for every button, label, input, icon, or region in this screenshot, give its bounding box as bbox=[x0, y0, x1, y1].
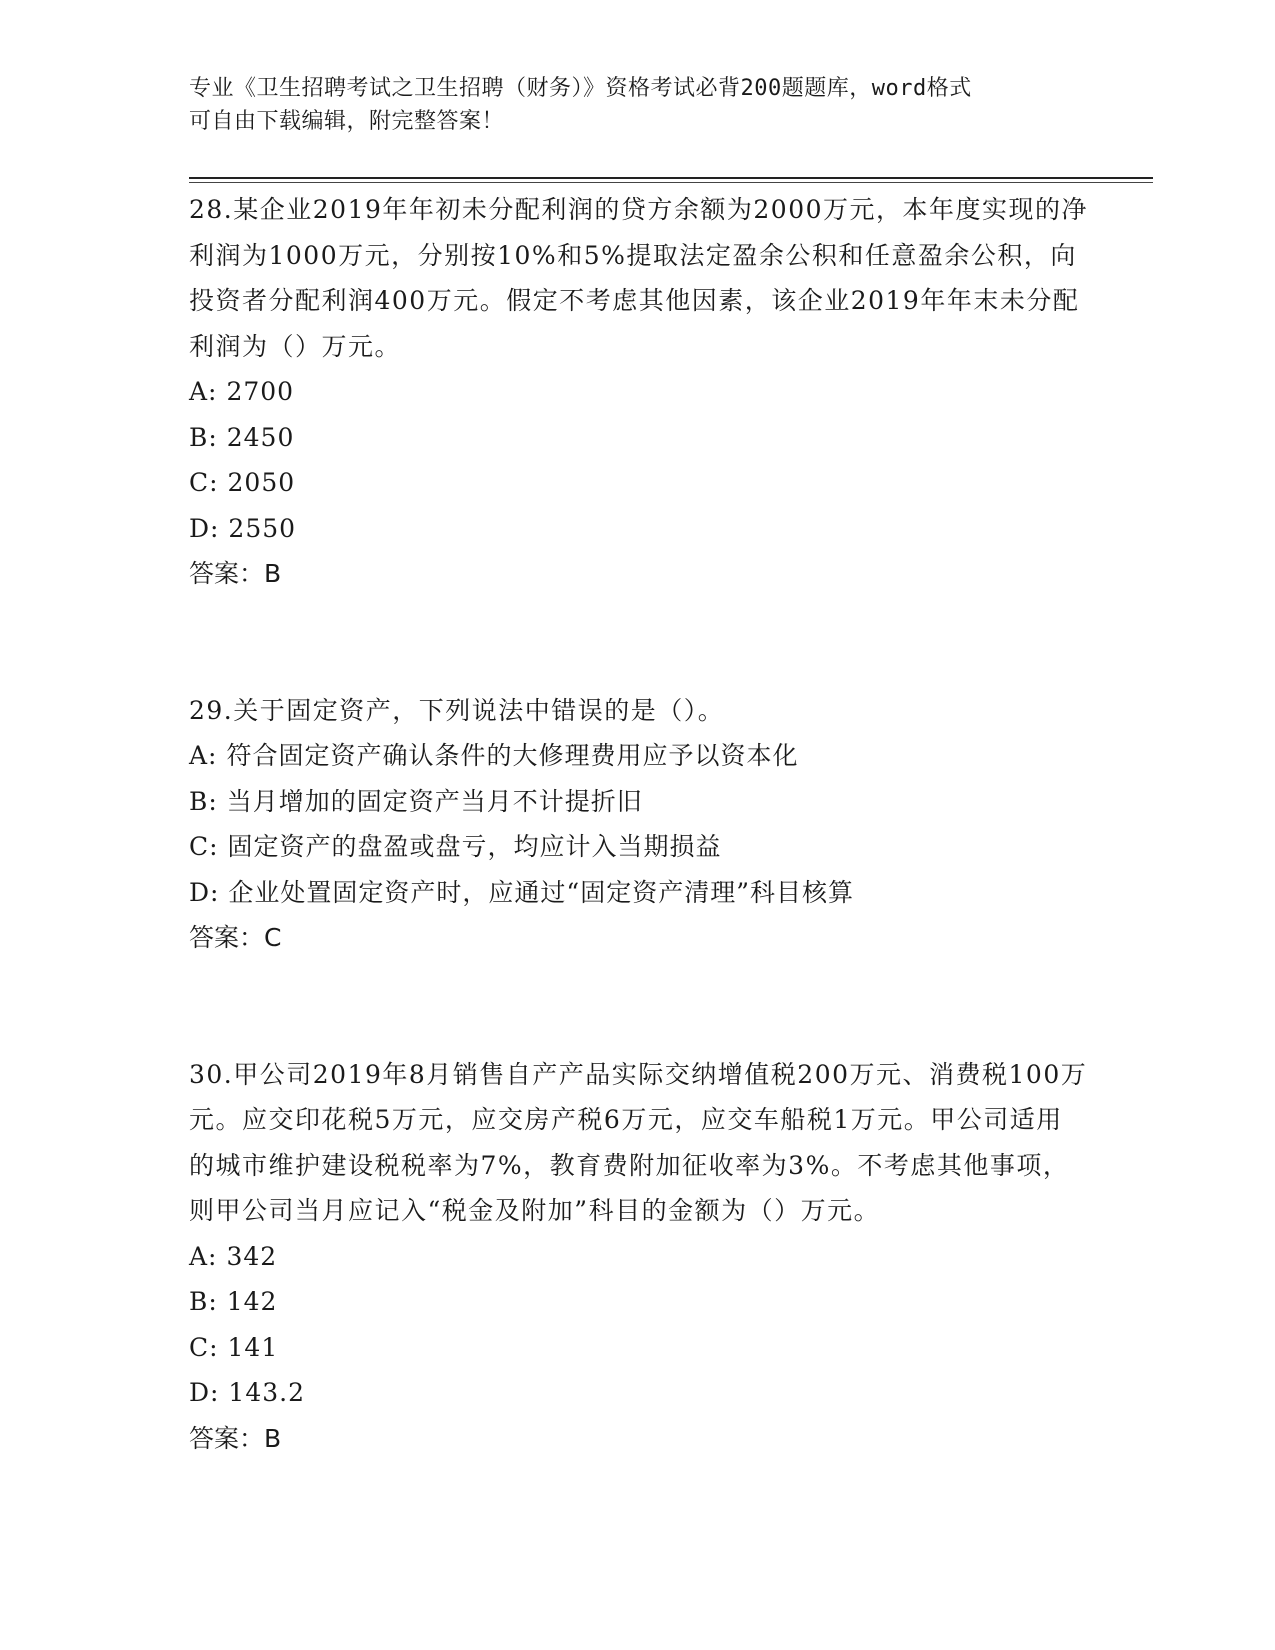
option-text: 2050 bbox=[227, 468, 296, 497]
question-text: 29.关于固定资产，下列说法中错误的是（）。 bbox=[189, 695, 725, 725]
question-text: 30.甲公司2019年8月销售自产产品实际交纳增值税200万元、消费税100万元。应交印花税5万元，应交房产税6万元，应交车船税1万元。甲公司适用的城市维护建设税税率为7%，教育费附加征收率为3%。不考虑其他事项，则甲公司当月应记入“税金及附加”科目的金额为（）万元。 bbox=[189, 1059, 1088, 1225]
option-text: 当月增加的固定资产当月不计提折旧 bbox=[226, 786, 643, 816]
document-header bbox=[189, 72, 1089, 138]
header-divider-thin bbox=[189, 182, 1153, 183]
option-text: 固定资产的盘盈或盘亏，均应计入当期损益 bbox=[227, 832, 722, 861]
answer-label: 答案：C bbox=[189, 923, 282, 952]
answer-label: 答案：B bbox=[189, 559, 282, 588]
option-text: 141 bbox=[227, 1332, 279, 1362]
question-spacer bbox=[189, 597, 1089, 688]
question-28 bbox=[189, 187, 1089, 597]
option-b bbox=[189, 779, 1089, 825]
option-c bbox=[189, 1325, 1089, 1371]
option-c bbox=[189, 824, 1089, 870]
option-key: B: bbox=[189, 786, 218, 816]
option-key: A: bbox=[189, 741, 218, 770]
option-text: 2700 bbox=[226, 377, 295, 406]
option-a bbox=[189, 733, 1089, 779]
option-key: D: bbox=[189, 877, 220, 907]
option-d bbox=[189, 1370, 1089, 1416]
option-a bbox=[189, 369, 1089, 415]
option-text: 2550 bbox=[228, 513, 297, 543]
question-29 bbox=[189, 688, 1089, 961]
option-key: B: bbox=[189, 422, 218, 452]
question-list bbox=[189, 187, 1089, 1461]
option-text: 企业处置固定资产时，应通过“固定资产清理”科目核算 bbox=[228, 877, 854, 907]
option-text: 符合固定资产确认条件的大修理费用应予以资本化 bbox=[226, 741, 799, 770]
option-key: C: bbox=[189, 468, 219, 497]
option-key: C: bbox=[189, 832, 219, 861]
option-b bbox=[189, 415, 1089, 461]
option-text: 142 bbox=[226, 1287, 278, 1316]
option-d bbox=[189, 506, 1089, 552]
question-spacer bbox=[189, 961, 1089, 1052]
option-key: C: bbox=[189, 1332, 219, 1362]
header-line-2: 可自由下载编辑，附完整答案！ bbox=[189, 109, 505, 134]
option-text: 143.2 bbox=[228, 1378, 305, 1407]
question-text: 28.某企业2019年年初未分配利润的贷方余额为2000万元，本年度实现的净利润为1000万元，分别按10%和5%提取法定盈余公积和任意盈余公积，向投资者分配利润400万元。假定不考虑其他因素，该企业2019年年末未分配利润为（）万元。 bbox=[189, 195, 1089, 361]
option-text: 342 bbox=[226, 1241, 278, 1271]
option-key: D: bbox=[189, 513, 220, 543]
option-a bbox=[189, 1234, 1089, 1280]
option-c bbox=[189, 460, 1089, 506]
option-key: A: bbox=[189, 1241, 218, 1271]
option-key: D: bbox=[189, 1378, 220, 1407]
question-30 bbox=[189, 1052, 1089, 1462]
answer-label: 答案：B bbox=[189, 1423, 282, 1453]
option-key: A: bbox=[189, 377, 218, 406]
header-line-1: 专业《卫生招聘考试之卫生招聘（财务）》资格考试必背200题题库，word格式 bbox=[189, 76, 972, 101]
option-text: 2450 bbox=[226, 422, 295, 452]
option-key: B: bbox=[189, 1287, 218, 1316]
header-divider-thick bbox=[189, 177, 1153, 179]
option-b bbox=[189, 1279, 1089, 1325]
option-d bbox=[189, 870, 1089, 916]
